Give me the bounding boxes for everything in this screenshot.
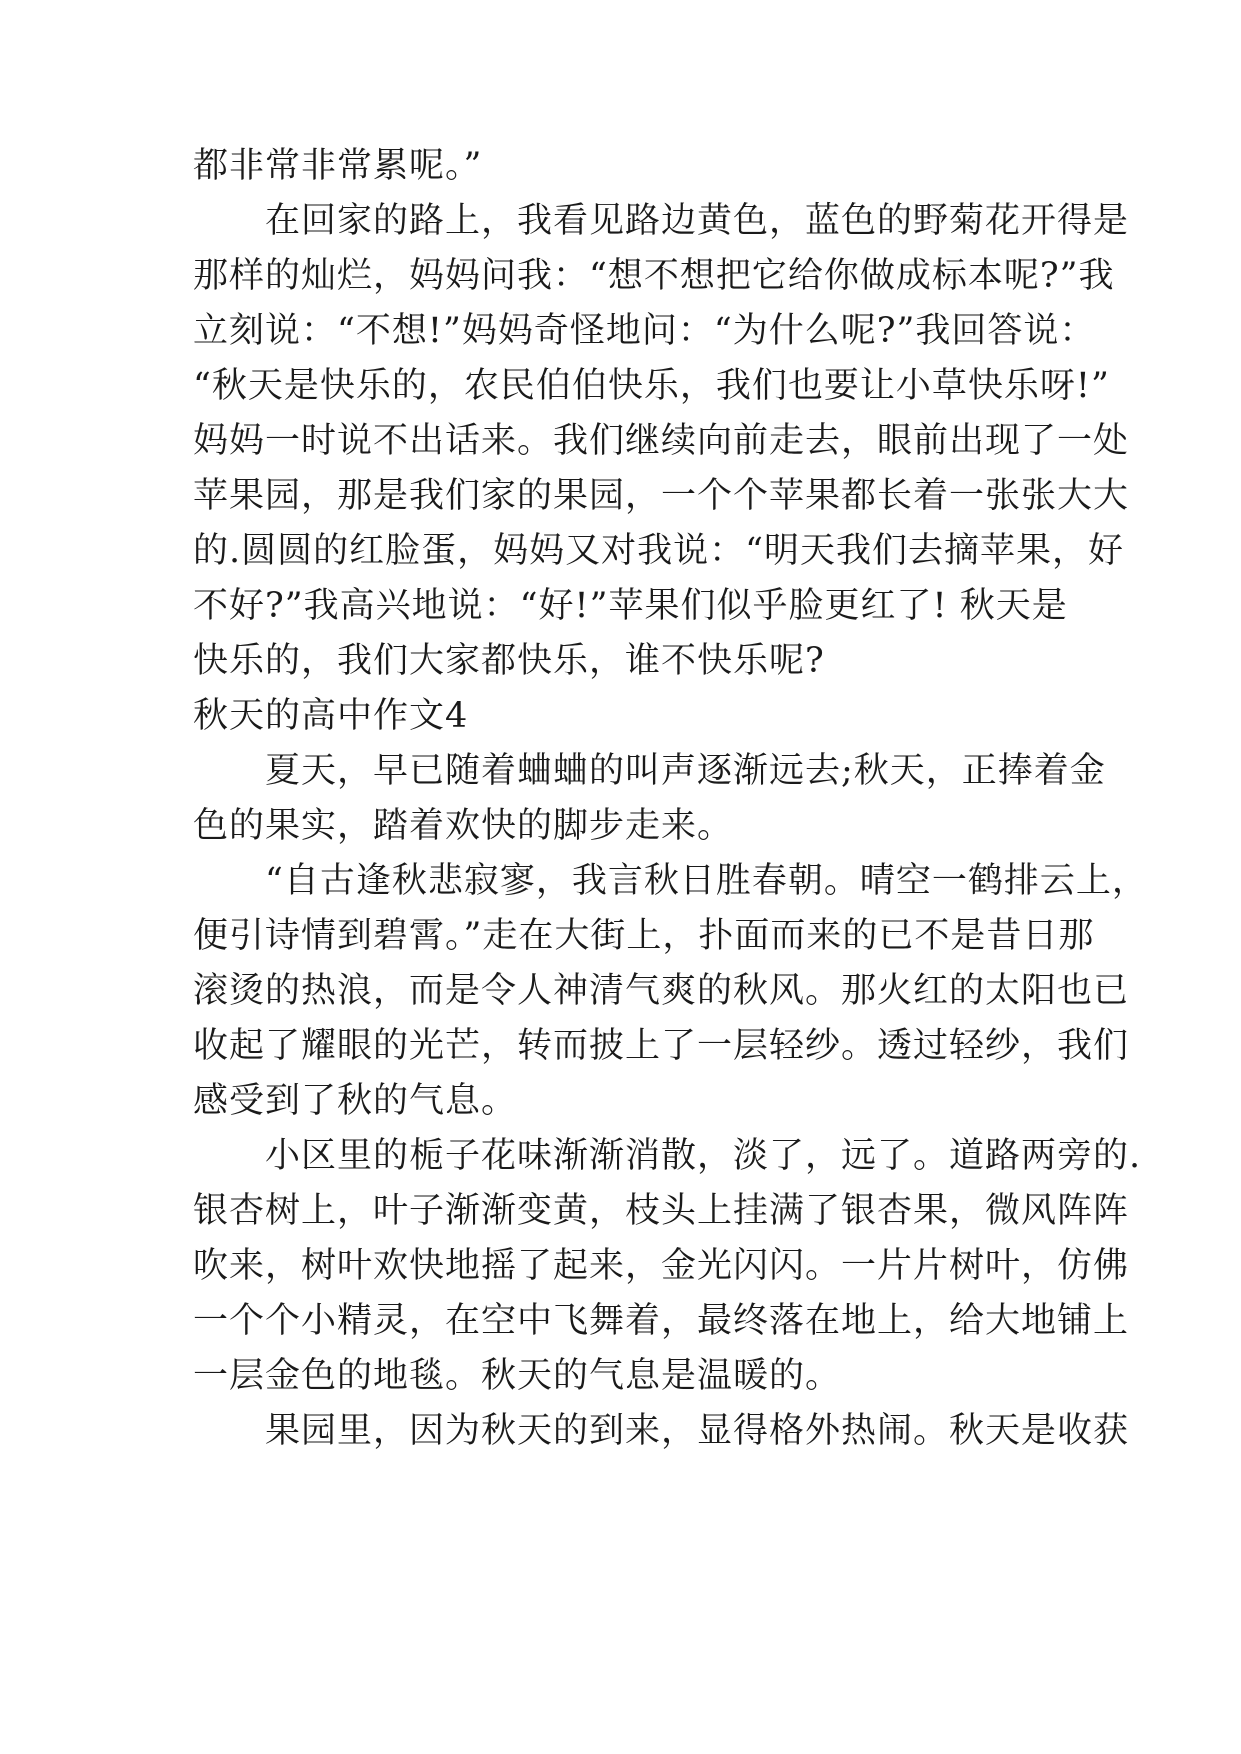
- text-line: 那样的灿烂，妈妈问我：“想不想把它给你做成标本呢?”我: [193, 256, 1115, 296]
- section-heading: 秋天的高中作文4: [193, 696, 469, 736]
- text-line: 色的果实，踏着欢快的脚步走来。: [193, 806, 734, 846]
- text-line: 都非常非常累呢。”: [193, 146, 483, 186]
- text-line: “秋天是快乐的，农民伯伯快乐，我们也要让小草快乐呀!”: [193, 366, 1110, 406]
- text-line: 收起了耀眼的光芒，转而披上了一层轻纱。透过轻纱，我们: [193, 1026, 1130, 1066]
- paragraph-start-line: 在回家的路上，我看见路边黄色，蓝色的野菊花开得是: [193, 201, 1130, 241]
- text-line: 不好?”我高兴地说：“好!”苹果们似乎脸更红了! 秋天是: [193, 586, 1068, 626]
- text-line: 妈妈一时说不出话来。我们继续向前走去，眼前出现了一处: [193, 421, 1130, 461]
- paragraph-start-line: 果园里，因为秋天的到来，显得格外热闹。秋天是收获: [193, 1411, 1130, 1451]
- text-line: 的.圆圆的红脸蛋，妈妈又对我说：“明天我们去摘苹果，好: [193, 531, 1125, 571]
- text-line: 苹果园，那是我们家的果园，一个个苹果都长着一张张大大: [193, 476, 1130, 516]
- text-line: 银杏树上，叶子渐渐变黄，枝头上挂满了银杏果，微风阵阵: [193, 1191, 1130, 1231]
- paragraph-start-line: “自古逢秋悲寂寥，我言秋日胜春朝。晴空一鹤排云上，: [193, 861, 1148, 901]
- text-line: 滚烫的热浪，而是令人神清气爽的秋风。那火红的太阳也已: [193, 971, 1130, 1011]
- text-line: 快乐的，我们大家都快乐，谁不快乐呢?: [193, 641, 825, 681]
- text-line: 吹来，树叶欢快地摇了起来，金光闪闪。一片片树叶，仿佛: [193, 1246, 1130, 1286]
- paragraph-start-line: 小区里的栀子花味渐渐消散，淡了，远了。道路两旁的.: [193, 1136, 1142, 1176]
- paragraph-start-line: 夏天，早已随着蛐蛐的叫声逐渐远去;秋天，正捧着金: [193, 751, 1106, 791]
- text-line: 立刻说：“不想!”妈妈奇怪地问：“为什么呢?”我回答说：: [193, 311, 1096, 351]
- text-line: 一个个小精灵，在空中飞舞着，最终落在地上，给大地铺上: [193, 1301, 1130, 1341]
- text-line: 一层金色的地毯。秋天的气息是温暖的。: [193, 1356, 842, 1396]
- text-line: 感受到了秋的气息。: [193, 1081, 518, 1121]
- text-line: 便引诗情到碧霄。”走在大街上，扑面而来的已不是昔日那: [193, 916, 1095, 956]
